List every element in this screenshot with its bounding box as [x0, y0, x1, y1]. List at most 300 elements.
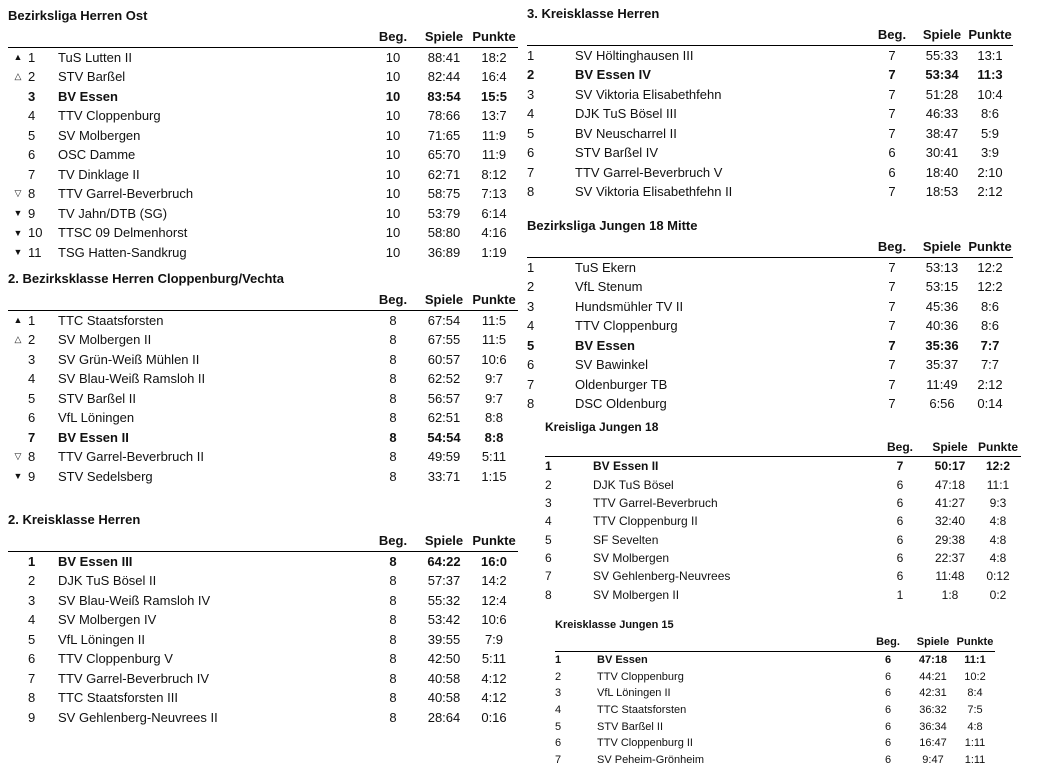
rank-cell: 3	[555, 687, 562, 700]
points: 11:3	[977, 67, 1003, 83]
rank-cell: 4	[28, 108, 36, 124]
games-played: 7	[888, 47, 896, 63]
points: 1:19	[481, 244, 507, 260]
league-kreisklasse-jungen-15	[555, 619, 995, 769]
table-row	[8, 630, 518, 650]
games-played: 7	[888, 86, 896, 102]
rank-cell: 2	[28, 69, 36, 85]
table-row	[527, 85, 1013, 105]
match-score: 22:37	[934, 550, 966, 565]
rank-cell: 6	[527, 357, 535, 373]
match-score: 88:41	[427, 49, 461, 65]
rank-cell: 2	[28, 573, 36, 589]
match-score: 54:54	[427, 429, 461, 445]
match-score: 41:27	[934, 496, 966, 511]
rank-cell: 7	[28, 429, 36, 445]
table-header-row	[545, 438, 1021, 457]
rank-cell: 6	[28, 651, 36, 667]
points: 9:7	[484, 371, 504, 387]
games-played: 8	[389, 429, 397, 445]
trend-icon	[8, 350, 28, 370]
table-row	[527, 104, 1013, 124]
points: 0:2	[989, 587, 1007, 602]
match-score: 71:65	[427, 127, 461, 143]
trend-icon: ▽	[14, 188, 22, 199]
team-name: OSC Damme	[58, 147, 136, 163]
table-row	[527, 277, 1013, 297]
points: 2:12	[977, 184, 1003, 200]
team-name: STV Barßel II	[597, 720, 664, 733]
table-row	[8, 649, 518, 669]
team-name: TSG Hatten-Sandkrug	[58, 244, 187, 260]
team-name: SV Bawinkel	[575, 357, 648, 373]
games-played: 10	[385, 244, 401, 260]
rank-cell: 1	[545, 459, 552, 474]
header-spiele: Spiele	[922, 27, 962, 43]
standings-table	[555, 634, 995, 769]
rank-cell: 5	[527, 337, 535, 353]
rank-cell: 9	[28, 205, 36, 221]
match-score: 67:55	[427, 332, 461, 348]
points: 5:11	[481, 651, 507, 667]
team-name: VfL Löningen	[58, 410, 135, 426]
team-name: SV Viktoria Elisabethfehn	[575, 86, 722, 102]
points: 11:1	[986, 477, 1010, 492]
rank-cell: 2	[545, 477, 552, 492]
games-played: 6	[896, 496, 904, 511]
points: 12:2	[977, 259, 1003, 275]
table-row	[527, 257, 1013, 277]
team-name: STV Barßel IV	[575, 145, 659, 161]
games-played: 6	[896, 550, 904, 565]
trend-icon	[8, 610, 28, 630]
league-title: 2. Bezirksklasse Herren Cloppenburg/Vechta	[8, 271, 284, 286]
match-score: 39:55	[427, 631, 461, 647]
games-played: 6	[884, 687, 892, 700]
standings-table	[527, 237, 1013, 414]
trend-icon	[8, 165, 28, 185]
points: 9:7	[484, 390, 504, 406]
games-played: 6	[884, 704, 892, 717]
header-spiele: Spiele	[922, 239, 962, 255]
header-punkte: Punkte	[968, 27, 1012, 43]
match-score: 53:13	[925, 259, 959, 275]
points: 7:7	[980, 357, 1000, 373]
trend-icon	[8, 708, 28, 728]
points: 0:14	[977, 396, 1003, 412]
trend-icon	[8, 126, 28, 146]
table-row	[8, 243, 518, 263]
table-row	[527, 336, 1013, 356]
games-played: 6	[884, 654, 892, 667]
match-score: 83:54	[427, 88, 461, 104]
trend-icon	[8, 428, 28, 448]
table-header-row	[8, 290, 518, 310]
rank-cell: 11	[28, 244, 42, 260]
table-row	[8, 389, 518, 409]
team-name: TuS Lutten II	[58, 49, 132, 65]
rank-cell: 2	[28, 332, 36, 348]
games-played: 8	[389, 709, 397, 725]
table-row	[8, 669, 518, 689]
rank-cell: 8	[545, 587, 552, 602]
rank-cell: 5	[545, 532, 552, 547]
points: 16:0	[480, 553, 508, 569]
points: 0:12	[986, 569, 1010, 584]
games-played: 7	[888, 259, 896, 275]
team-name: BV Essen	[58, 88, 118, 104]
games-played: 10	[385, 166, 401, 182]
rank-cell: 8	[28, 186, 36, 202]
team-name: TV Dinklage II	[58, 166, 140, 182]
points: 11:5	[481, 332, 507, 348]
team-name: BV Essen III	[58, 553, 133, 569]
team-name: Oldenburger TB	[575, 376, 668, 392]
match-score: 42:50	[427, 651, 461, 667]
match-score: 36:89	[427, 244, 461, 260]
team-name: TTC Staatsforsten	[58, 312, 164, 328]
rank-cell: 3	[545, 496, 552, 511]
match-score: 62:71	[427, 166, 461, 182]
standings-table	[527, 25, 1013, 202]
team-name: STV Barßel II	[58, 390, 137, 406]
points: 8:8	[484, 429, 504, 445]
games-played: 1	[896, 587, 904, 602]
team-name: SV Molbergen II	[58, 332, 152, 348]
rank-cell: 4	[527, 106, 535, 122]
team-name: DJK TuS Bösel III	[575, 106, 677, 122]
rank-cell: 8	[28, 690, 36, 706]
team-name: TTV Cloppenburg	[575, 318, 678, 334]
table-header-row	[8, 27, 518, 47]
games-played: 7	[888, 337, 896, 353]
trend-icon: ▲	[13, 52, 23, 63]
league-bezirksklasse-herren	[8, 271, 518, 486]
header-spiele: Spiele	[424, 29, 464, 45]
match-score: 53:34	[925, 67, 959, 83]
match-score: 44:21	[919, 670, 947, 683]
team-name: TTV Cloppenburg V	[58, 651, 173, 667]
match-score: 18:40	[925, 164, 959, 180]
games-played: 8	[389, 468, 397, 484]
games-played: 7	[888, 357, 896, 373]
league-kreisliga-jungen-18	[545, 420, 1021, 604]
team-name: TTV Cloppenburg II	[597, 737, 693, 750]
games-played: 7	[888, 67, 896, 83]
match-score: 35:37	[925, 357, 959, 373]
table-row	[8, 310, 518, 330]
match-score: 49:59	[427, 449, 461, 465]
table-row	[8, 408, 518, 428]
games-played: 8	[389, 312, 397, 328]
table-header-row	[8, 531, 518, 551]
rank-cell: 4	[545, 514, 552, 529]
standings-table	[8, 27, 518, 262]
table-row	[8, 330, 518, 350]
rank-cell: 3	[28, 88, 36, 104]
team-name: SV Gehlenberg-Neuvrees II	[58, 709, 218, 725]
rank-cell: 6	[28, 147, 36, 163]
team-name: TTV Garrel-Beverbruch	[593, 496, 718, 511]
header-spiele: Spiele	[916, 636, 950, 649]
standings-table	[8, 290, 518, 486]
header-beg: Beg.	[886, 440, 913, 455]
table-row	[555, 718, 995, 735]
table-row	[8, 428, 518, 448]
table-header-row	[527, 237, 1013, 257]
table-row	[545, 476, 1021, 494]
rank-cell: 6	[527, 145, 535, 161]
points: 9:3	[989, 496, 1007, 511]
games-played: 6	[896, 514, 904, 529]
table-row	[8, 467, 518, 487]
match-score: 55:33	[925, 47, 959, 63]
table-row	[527, 297, 1013, 317]
match-score: 45:36	[925, 298, 959, 314]
points: 7:7	[980, 337, 1000, 353]
trend-icon	[8, 145, 28, 165]
table-row	[8, 145, 518, 165]
trend-icon: ▲	[13, 315, 23, 326]
header-beg: Beg.	[877, 27, 907, 43]
league-title: Kreisliga Jungen 18	[545, 420, 659, 434]
games-played: 8	[389, 449, 397, 465]
rank-cell: 1	[527, 259, 535, 275]
table-row	[527, 394, 1013, 414]
table-row	[8, 184, 518, 204]
table-row	[545, 585, 1021, 603]
header-punkte: Punkte	[977, 440, 1018, 455]
games-played: 8	[389, 670, 397, 686]
points: 10:6	[481, 351, 507, 367]
team-name: SV Molbergen	[58, 127, 141, 143]
header-punkte: Punkte	[472, 292, 516, 308]
points: 4:8	[989, 550, 1007, 565]
points: 8:12	[481, 166, 507, 182]
team-name: BV Essen IV	[575, 67, 651, 83]
points: 11:9	[481, 127, 507, 143]
points: 18:2	[481, 49, 507, 65]
trend-icon	[8, 591, 28, 611]
points: 11:9	[481, 147, 507, 163]
table-row	[8, 591, 518, 611]
rank-cell: 6	[28, 410, 36, 426]
games-played: 7	[896, 459, 904, 474]
games-played: 10	[385, 88, 401, 104]
points: 4:16	[481, 225, 507, 241]
rank-cell: 5	[28, 390, 36, 406]
league-title: Bezirksliga Jungen 18 Mitte	[527, 218, 698, 233]
points: 12:4	[481, 592, 507, 608]
match-score: 47:18	[934, 477, 966, 492]
table-row	[527, 124, 1013, 144]
league-2-kreisklasse-herren	[8, 512, 518, 727]
points: 12:2	[985, 459, 1011, 474]
team-name: VfL Löningen II	[58, 631, 145, 647]
games-played: 10	[385, 186, 401, 202]
table-row	[8, 165, 518, 185]
points: 10:2	[964, 670, 986, 683]
rank-cell: 4	[28, 371, 36, 387]
table-row	[527, 163, 1013, 183]
rank-cell: 6	[545, 550, 552, 565]
match-score: 47:18	[918, 654, 948, 667]
team-name: DJK TuS Bösel II	[58, 573, 157, 589]
games-played: 6	[884, 720, 892, 733]
games-played: 8	[389, 592, 397, 608]
trend-icon	[8, 87, 28, 107]
team-name: SF Sevelten	[593, 532, 659, 547]
games-played: 10	[385, 147, 401, 163]
rank-cell: 9	[28, 709, 36, 725]
games-played: 10	[385, 108, 401, 124]
team-name: TTV Garrel-Beverbruch	[58, 186, 194, 202]
points: 4:12	[481, 690, 507, 706]
table-row	[8, 350, 518, 370]
games-played: 8	[389, 573, 397, 589]
table-row	[8, 708, 518, 728]
games-played: 8	[389, 631, 397, 647]
match-score: 50:17	[934, 459, 966, 474]
rank-cell: 7	[28, 670, 36, 686]
rank-cell: 2	[527, 67, 535, 83]
points: 11:5	[481, 312, 507, 328]
table-header-row	[555, 634, 995, 651]
match-score: 29:38	[934, 532, 966, 547]
table-row	[8, 67, 518, 87]
team-name: TuS Ekern	[575, 259, 636, 275]
match-score: 6:56	[929, 396, 955, 412]
team-name: STV Sedelsberg	[58, 468, 153, 484]
rank-cell: 4	[527, 318, 535, 334]
table-row	[527, 355, 1013, 375]
games-played: 7	[888, 298, 896, 314]
games-played: 7	[888, 279, 896, 295]
games-played: 6	[884, 737, 892, 750]
games-played: 6	[896, 477, 904, 492]
points: 1:11	[964, 737, 986, 750]
table-row	[8, 204, 518, 224]
table-row	[527, 143, 1013, 163]
team-name: BV Essen	[597, 654, 648, 667]
match-score: 40:36	[925, 318, 959, 334]
trend-icon	[8, 369, 28, 389]
header-spiele: Spiele	[932, 440, 968, 455]
points: 8:4	[967, 687, 983, 700]
table-row	[8, 87, 518, 107]
match-score: 18:53	[925, 184, 959, 200]
match-score: 65:70	[427, 147, 461, 163]
match-score: 64:22	[427, 553, 461, 569]
rank-cell: 8	[28, 449, 36, 465]
games-played: 10	[385, 205, 401, 221]
match-score: 78:66	[427, 108, 461, 124]
team-name: SV Molbergen II	[593, 587, 680, 602]
match-score: 11:49	[926, 376, 958, 392]
league-title: 3. Kreisklasse Herren	[527, 6, 660, 21]
match-score: 9:47	[922, 754, 944, 767]
match-score: 35:36	[925, 337, 959, 353]
header-punkte: Punkte	[472, 533, 516, 549]
points: 11:1	[964, 654, 986, 667]
team-name: TTSC 09 Delmenhorst	[58, 225, 188, 241]
games-played: 6	[888, 145, 896, 161]
points: 8:6	[980, 106, 1000, 122]
header-spiele: Spiele	[424, 533, 464, 549]
games-played: 7	[888, 376, 896, 392]
match-score: 51:28	[925, 86, 959, 102]
rank-cell: 7	[527, 164, 535, 180]
standings-table	[545, 438, 1021, 604]
team-name: BV Essen II	[58, 429, 129, 445]
match-score: 33:71	[427, 468, 461, 484]
points: 4:8	[989, 514, 1007, 529]
points: 4:12	[481, 670, 507, 686]
team-name: DSC Oldenburg	[575, 396, 667, 412]
rank-cell: 3	[28, 592, 36, 608]
match-score: 40:58	[427, 670, 461, 686]
rank-cell: 3	[28, 351, 36, 367]
points: 2:12	[977, 376, 1003, 392]
table-row	[8, 106, 518, 126]
table-header-row	[527, 25, 1013, 45]
match-score: 56:57	[427, 390, 461, 406]
trend-icon: ▼	[13, 227, 23, 238]
points: 13:1	[977, 47, 1003, 63]
table-row	[527, 316, 1013, 336]
table-row	[8, 447, 518, 467]
team-name: TTV Cloppenburg	[58, 108, 161, 124]
table-row	[555, 651, 995, 668]
points: 12:2	[977, 279, 1003, 295]
table-row	[555, 752, 995, 769]
team-name: TTC Staatsforsten	[597, 704, 687, 717]
trend-icon	[8, 571, 28, 591]
trend-icon	[8, 389, 28, 409]
match-score: 55:32	[427, 592, 461, 608]
team-name: Hundsmühler TV II	[575, 298, 684, 314]
rank-cell: 7	[555, 754, 562, 767]
games-played: 6	[896, 532, 904, 547]
games-played: 7	[888, 125, 896, 141]
rank-cell: 7	[527, 376, 535, 392]
games-played: 8	[389, 612, 397, 628]
points: 6:14	[481, 205, 507, 221]
points: 13:7	[481, 108, 507, 124]
match-score: 53:79	[427, 205, 461, 221]
trend-icon	[8, 630, 28, 650]
team-name: VfL Stenum	[575, 279, 643, 295]
league-title: Bezirksliga Herren Ost	[8, 8, 148, 23]
standings-table	[8, 531, 518, 727]
rank-cell: 1	[527, 47, 535, 63]
games-played: 6	[888, 164, 896, 180]
trend-icon: ▼	[13, 471, 23, 482]
games-played: 8	[389, 553, 397, 569]
table-row	[8, 47, 518, 67]
points: 1:15	[481, 468, 507, 484]
games-played: 7	[888, 184, 896, 200]
table-row	[527, 375, 1013, 395]
points: 7:9	[484, 631, 504, 647]
match-score: 38:47	[925, 125, 959, 141]
match-score: 28:64	[427, 709, 461, 725]
games-played: 8	[389, 390, 397, 406]
rank-cell: 8	[527, 396, 535, 412]
match-score: 40:58	[427, 690, 461, 706]
league-bezirksliga-jungen-18	[527, 218, 1013, 414]
trend-icon: ▼	[13, 208, 23, 219]
